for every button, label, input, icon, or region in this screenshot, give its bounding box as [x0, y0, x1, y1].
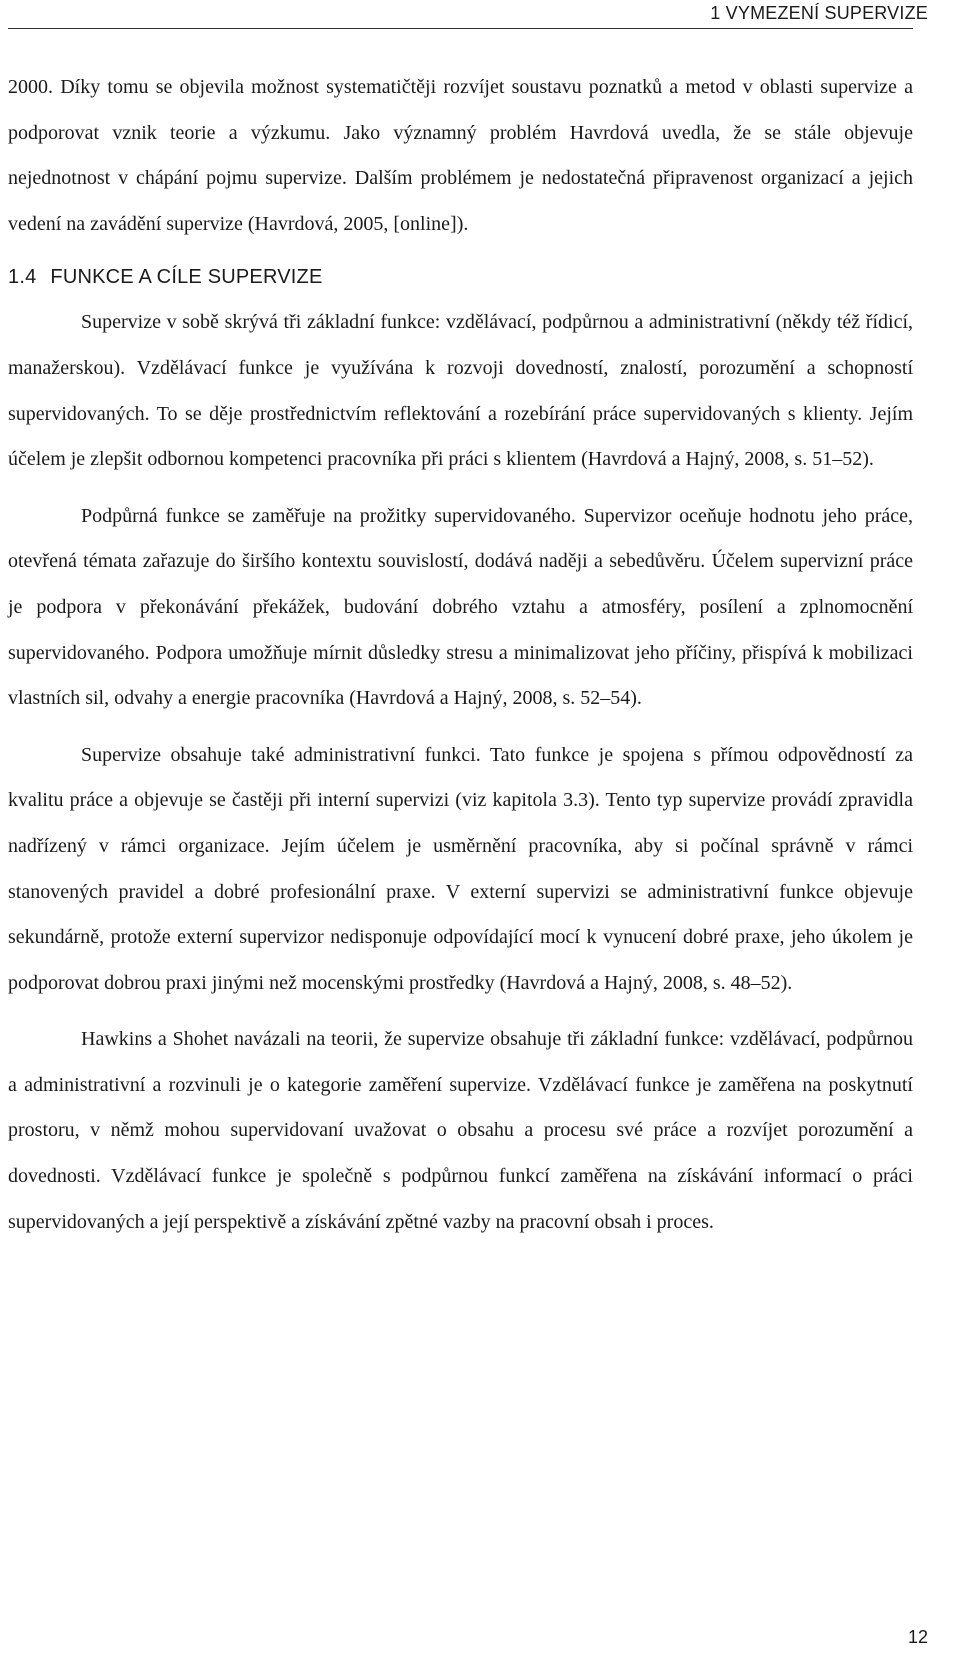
running-header: 1 VYMEZENÍ SUPERVIZE — [710, 3, 928, 23]
section-title: FUNKCE A CÍLE SUPERVIZE — [50, 266, 323, 289]
paragraph-intro: 2000. Díky tomu se objevila možnost systematičtěji rozvíjet soustavu poznatků a metod v oblasti supervize a podporovat vznik teorie a výzkumu. Jako významný problém Havrdová uvedla, že se stále objevuje nejednotnost v chápání pojmu supervize. Dalším problémem je nedostatečná připravenost organizací a jejich vedení na zavádění supervize (Havrdová, 2005, [online]). — [8, 76, 913, 235]
paragraph-functions: Supervize v sobě skrývá tři základní funkce: vzdělávací, podpůrnou a administrativní (někdy též řídicí, manažerskou). Vzdělávací funkce je využívána k rozvoji dovedností, znalostí, porozumění a schopností supervidovaných. To se děje prostřednictvím reflektování a rozebírání práce supervidovaných s klienty. Jejím účelem je zlepšit odbornou kompetenci pracovníka při práci s klientem (Havrdová a Hajný, 2008, s. 51–52). — [8, 311, 913, 471]
page-content — [8, 65, 913, 1245]
header-rule — [8, 28, 913, 29]
paragraph-supportive-function: Podpůrná funkce se zaměřuje na prožitky supervidovaného. Supervizor oceňuje hodnotu jeho práce, otevřená témata zařazuje do širšího kontextu souvislostí, dodává naději a sebedůvěru. Účelem supervizní práce je podpora v překonávání překážek, budování dobrého vztahu a atmosféry, posílení a zplnomocnění supervidovaného. Podpora umožňuje mírnit důsledky stresu a minimalizovat jeho příčiny, přispívá k mobilizaci vlastních sil, odvahy a energie pracovníka (Havrdová a Hajný, 2008, s. 52–54). — [8, 504, 913, 710]
paragraph-administrative-function: Supervize obsahuje také administrativní funkci. Tato funkce je spojena s přímou odpovědností za kvalitu práce a objevuje se častěji při interní supervizi (viz kapitola 3.3). Tento typ supervize provádí zpravidla nadřízený v rámci organizace. Jejím účelem je usměrnění pracovníka, aby si počínal správně v rámci stanovených pravidel a dobré profesionální praxe. V externí supervizi se administrativní funkce objevuje sekundárně, protože externí supervizor nedisponuje odpovídající mocí k vynucení dobré praxe, jeho úkolem je podporovat dobrou praxi jinými než mocenskými prostředky (Havrdová a Hajný, 2008, s. 48–52). — [8, 743, 913, 994]
section-heading — [8, 258, 913, 296]
section-number: 1.4 — [8, 266, 37, 289]
page-number: 12 — [907, 1627, 928, 1647]
paragraph-hawkins-shohet: Hawkins a Shohet navázali na teorii, že supervize obsahuje tři základní funkce: vzdělávací, podpůrnou a administrativní a rozvinuli je o kategorie zaměření supervize. Vzdělávací funkce je zaměřena na poskytnutí prostoru, v němž mohou supervidovaní uvažovat o obsahu a procesu své práce a rozvíjet porozumění a dovednosti. Vzdělávací funkce je společně s podpůrnou funkcí zaměřena na získávání informací o práci supervidovaných a její perspektivě a získávání zpětné vazby na pracovní obsah i proces. — [8, 1028, 913, 1233]
